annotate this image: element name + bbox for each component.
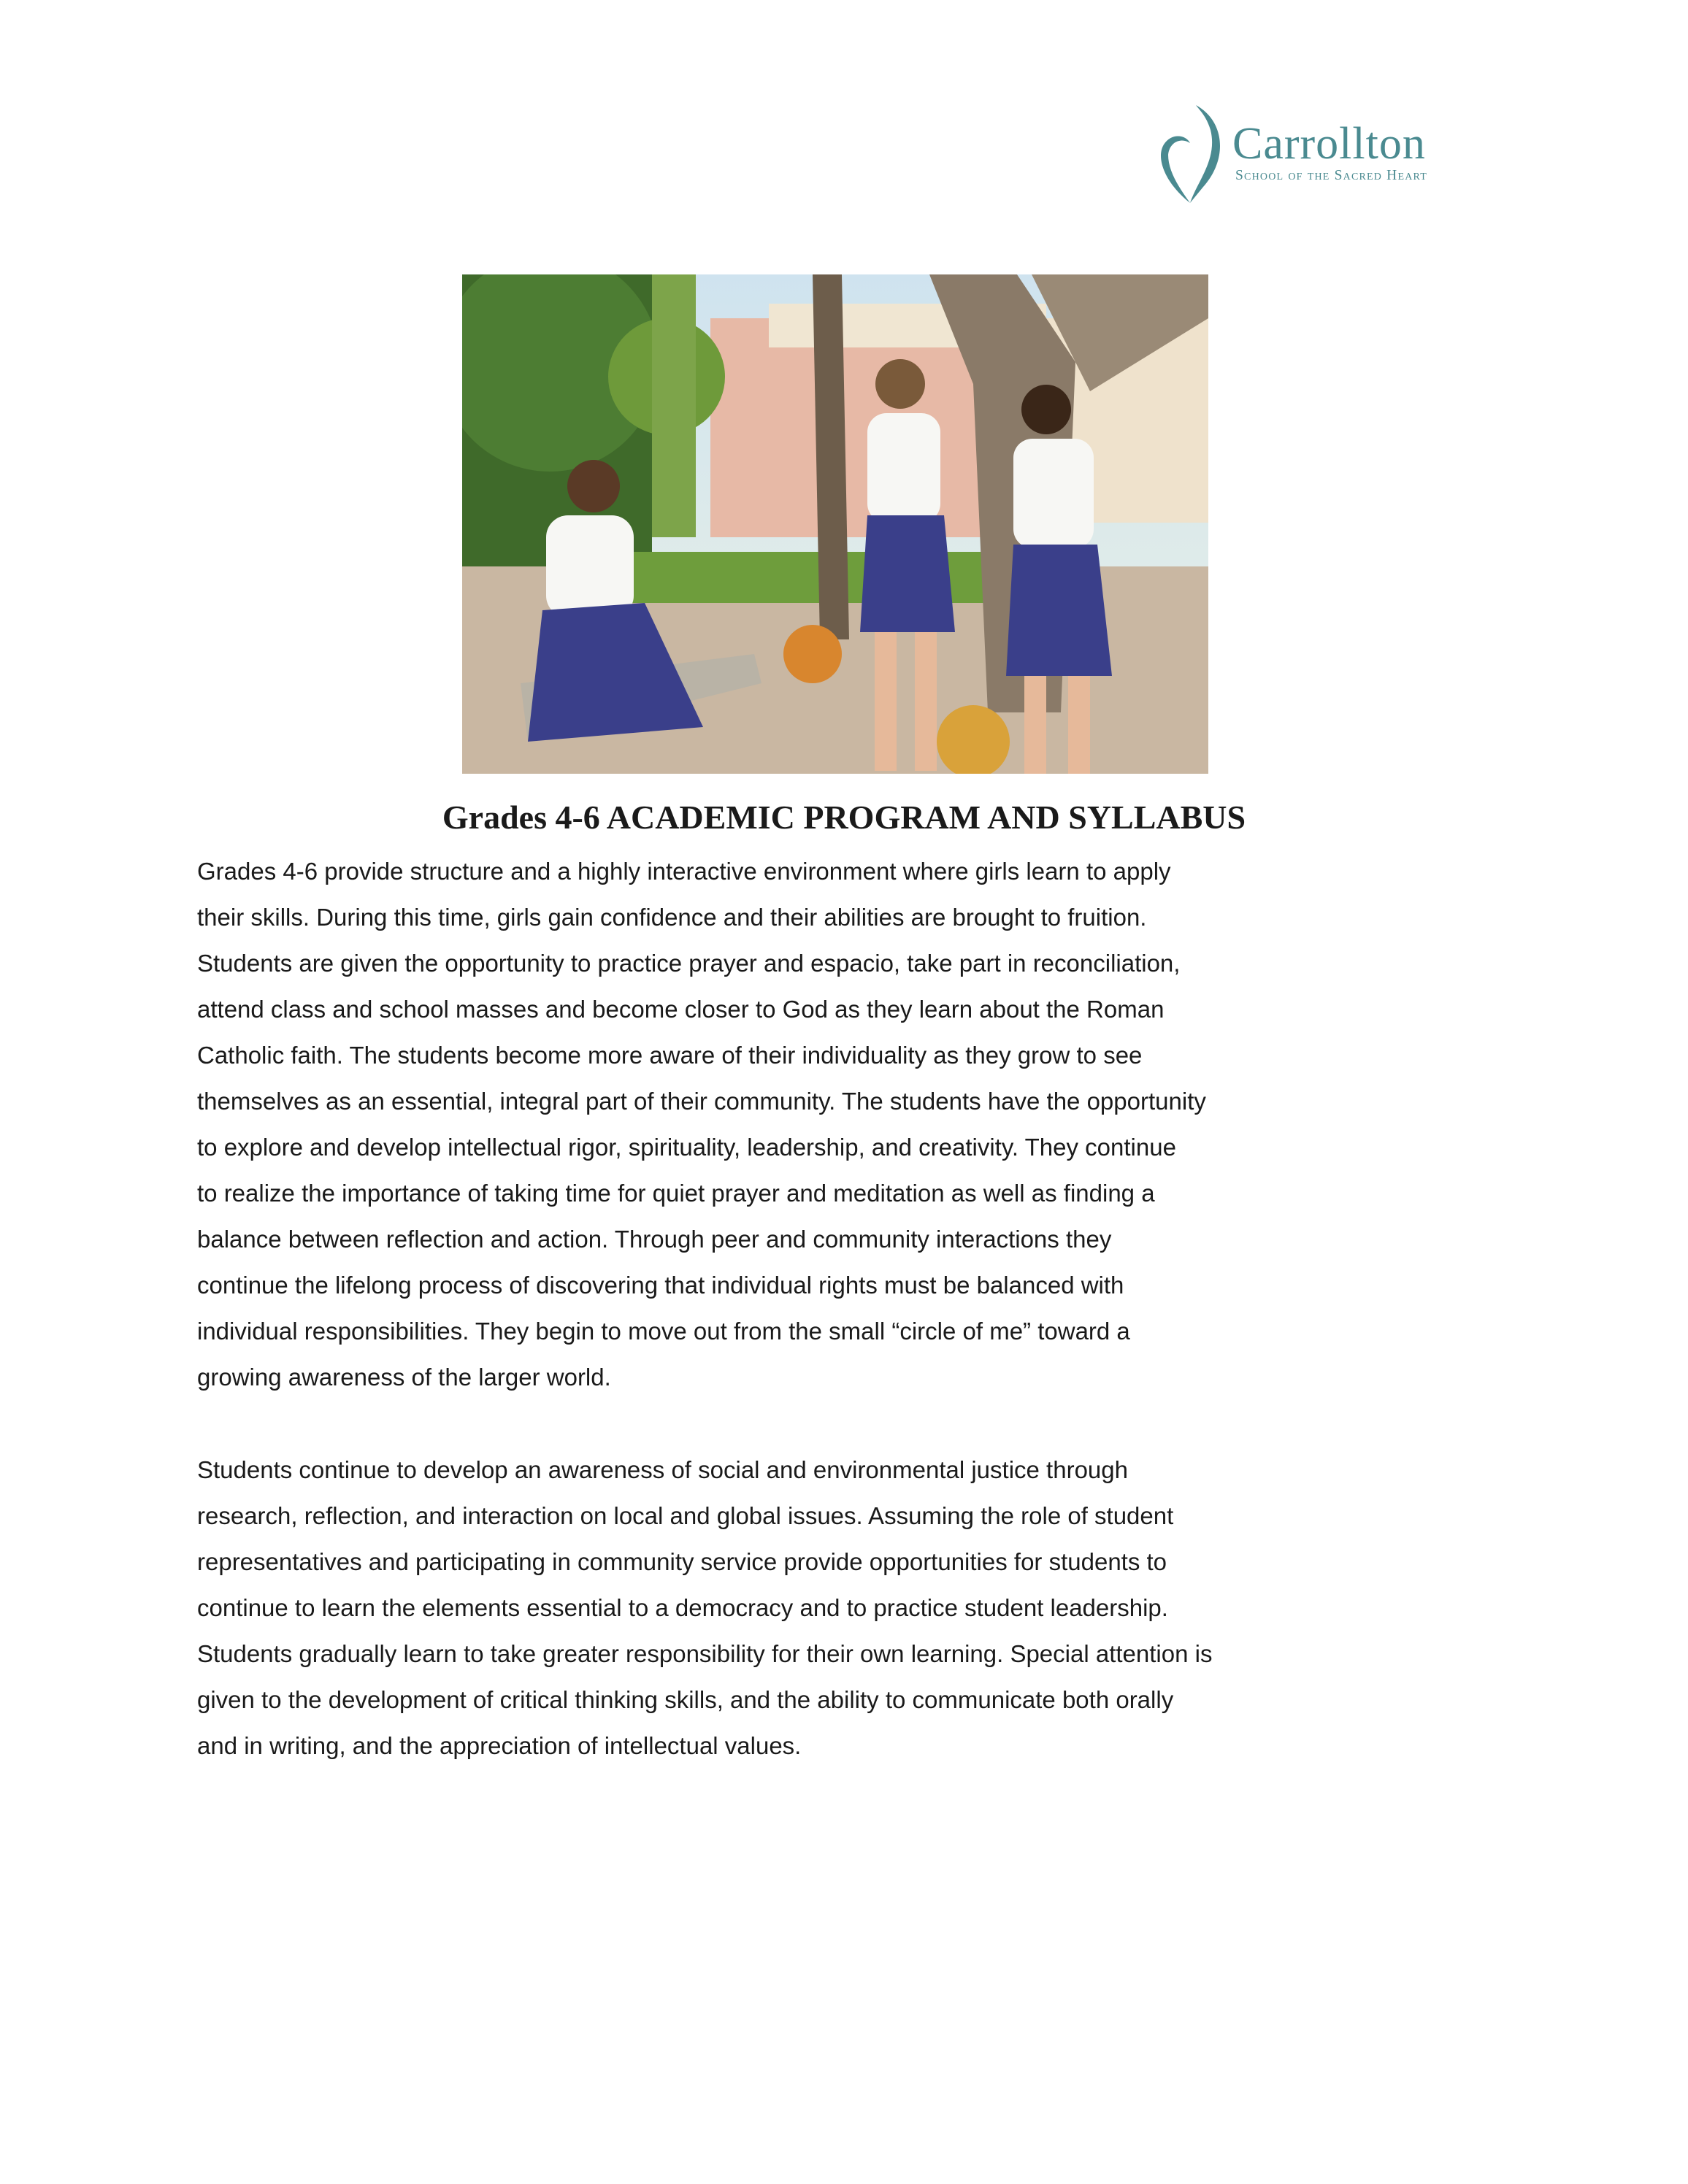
text-line: Students continue to develop an awareness of social and environmental justice through: [197, 1456, 1128, 1483]
text-line: themselves as an essential, integral part of their community. The students have the opportunity: [197, 1088, 1206, 1115]
text-line: Grades 4-6 provide structure and a highly interactive environment where girls learn to apply: [197, 858, 1171, 885]
text-line: to realize the importance of taking time for quiet prayer and meditation as well as finding a: [197, 1180, 1155, 1207]
paragraph-intro: [197, 848, 1206, 1400]
text-line: representatives and participating in community service provide opportunities for students to: [197, 1548, 1167, 1575]
text-line: Students are given the opportunity to practice prayer and espacio, take part in reconciliation,: [197, 950, 1181, 977]
text-line: balance between reflection and action. Through peer and community interactions they: [197, 1226, 1112, 1253]
text-line: given to the development of critical thinking skills, and the ability to communicate both orally: [197, 1686, 1174, 1713]
text-line: and in writing, and the appreciation of intellectual values.: [197, 1732, 802, 1759]
text-line: their skills. During this time, girls gain confidence and their abilities are brought to fruition.: [197, 904, 1147, 931]
text-line: research, reflection, and interaction on local and global issues. Assuming the role of student: [197, 1502, 1174, 1529]
text-line: individual responsibilities. They begin to move out from the small “circle of me” toward a: [197, 1318, 1130, 1345]
logo-name: Carrollton: [1232, 119, 1426, 169]
text-line: growing awareness of the larger world.: [197, 1364, 611, 1391]
logo-subtitle: School of the Sacred Heart: [1235, 168, 1427, 183]
text-line: to explore and develop intellectual rigor, spirituality, leadership, and creativity. They continue: [197, 1134, 1176, 1161]
text-line: continue to learn the elements essential to a democracy and to practice student leadership.: [197, 1594, 1168, 1621]
page-title: Grades 4-6 ACADEMIC PROGRAM AND SYLLABUS: [442, 799, 1246, 836]
heart-logo-icon: [1152, 101, 1232, 207]
text-line: attend class and school masses and become closer to God as they learn about the Roman: [197, 996, 1165, 1023]
text-line: Catholic faith. The students become more aware of their individuality as they grow to see: [197, 1042, 1143, 1069]
paragraph-justice: [197, 1447, 1212, 1769]
students-photo: [462, 274, 1208, 774]
text-line: Students gradually learn to take greater responsibility for their own learning. Special attention is: [197, 1640, 1213, 1667]
text-line: continue the lifelong process of discovering that individual rights must be balanced with: [197, 1272, 1124, 1299]
school-logo: [1152, 101, 1473, 207]
